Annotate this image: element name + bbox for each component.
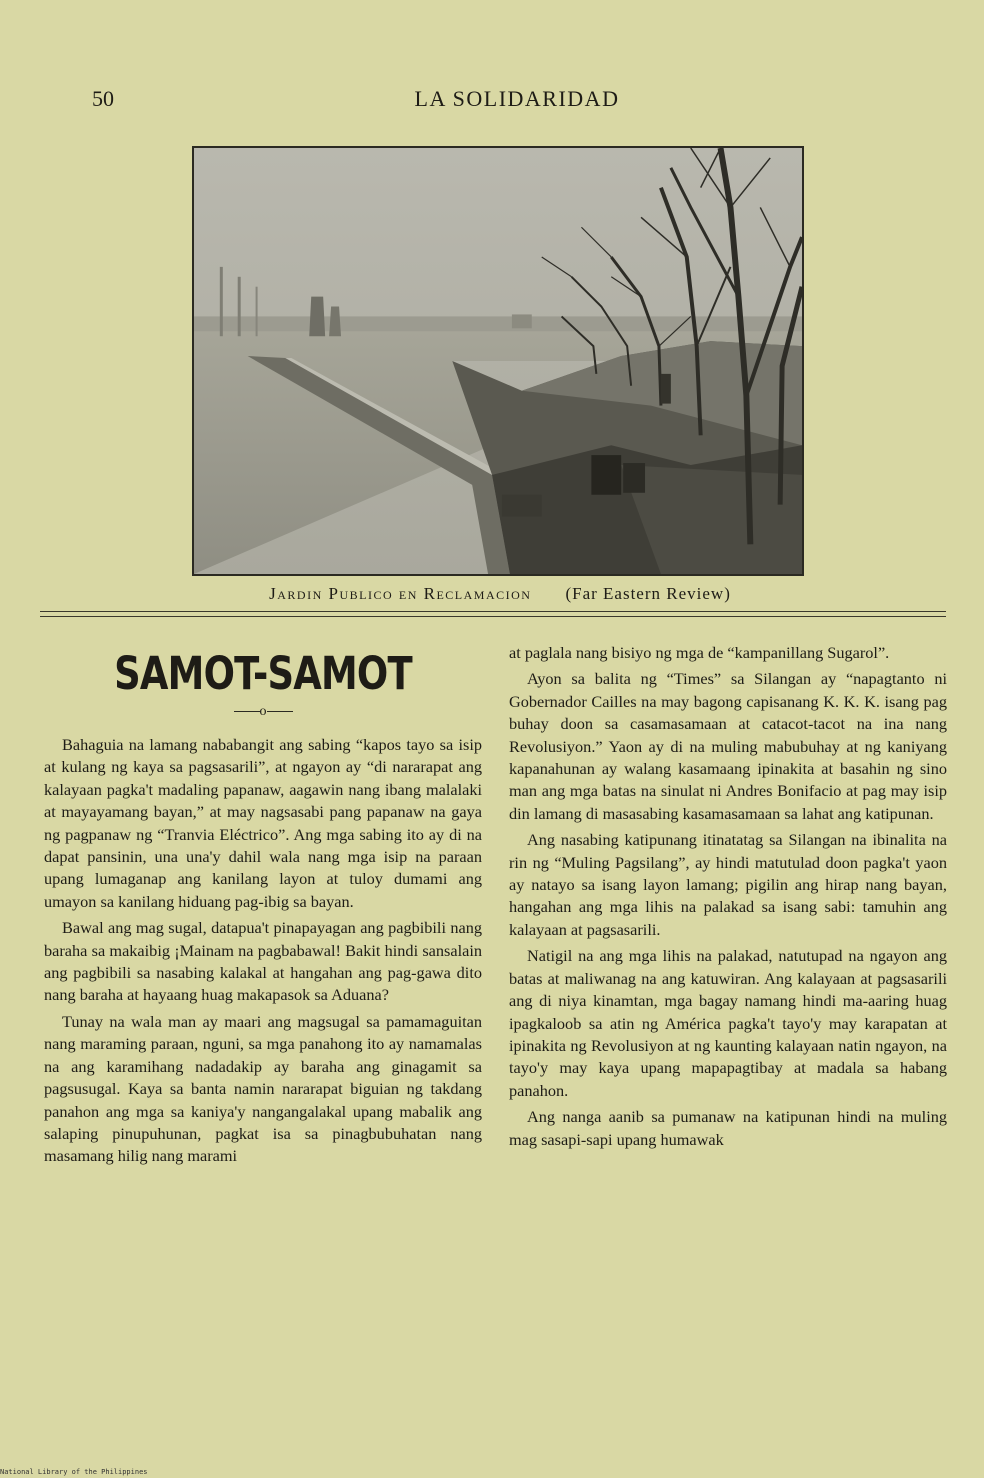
paragraph: Ang nasabing katipunang itinatatag sa Silangan na ibinalita na rin ng “Muling Pagsilang”, ay hindi matutulad doon pagka't yaon ay natayo sa isang layon lamang; pigilin ang hirap nang bayan, hangahan ang mga lihis na palakad sa isang sabi: tamuhin ang kalayaan at pagsasarili. bbox=[509, 830, 947, 939]
divider-rule-thin bbox=[40, 616, 946, 617]
title-ornament bbox=[44, 704, 482, 720]
ornament-circle: o bbox=[259, 704, 267, 719]
ornament-line-left bbox=[234, 711, 260, 712]
photo-illustration bbox=[194, 148, 802, 574]
left-column bbox=[44, 642, 482, 1168]
article-title: SAMOT-SAMOT bbox=[114, 647, 412, 700]
page-number: 50 bbox=[92, 86, 114, 111]
paragraph: at paglala nang bisiyo ng mga de “kampanillang Sugarol”. bbox=[509, 643, 890, 662]
paragraph: Tunay na wala man ay maari ang magsugal sa pamamaguitan nang maraming paraan, nguni, sa mga panahong ito ay namamalas na ang karamihang nadadakip ay baraha ang ginagamit sa pagsusugal. Kaya sa banta namin nararapat biguian ng takdang panahon ang mga sa kaniya'y nangangalakal upang mabalik ang salaping pinupuhunan, pagkat isa sa pinagbubuhatan nang masamang hilig nang marami bbox=[44, 1011, 482, 1166]
paragraph: Ang nanga aanib sa pumanaw na katipunan hindi na muling mag sasapi-sapi upang humawak bbox=[509, 1107, 947, 1149]
right-column bbox=[509, 642, 947, 1151]
ornament-line-right bbox=[267, 711, 293, 712]
library-footer: National Library of the Philippines bbox=[0, 1468, 148, 1476]
photo-caption bbox=[150, 584, 850, 604]
paragraph: Bawal ang mag sugal, datapua't pinapayagan ang pagbibili nang baraha sa makaibig ¡Mainam na pagbabawal! Bakit hindi sansalain ang pagbibili sa nasabing kalakal at hangahan ang pag-gawa dito nang baraha at hayaang huag makapasok sa Aduana? bbox=[44, 918, 482, 1005]
paragraph: Ayon sa balita ng “Times” sa Silangan ay “napagtanto ni Gobernador Cailles na may bagong capisanang K. K. K. isang pag buhay doon sa casamasamaan at catacot-tacot na ina nang Revolusiyon.” Yaon ay di na muling mabubuhay at ng kaniyang kapanahunan ay walang kasamaang ipinakita at basahin ng sino man ang mga batas na sinulat ni Andres Bonifacio at pag may isip din lamang di masasabing kasamasamaan sa lahat ang katipunan. bbox=[509, 669, 947, 823]
journal-title: LA SOLIDARIDAD bbox=[414, 86, 620, 111]
paragraph: Bahaguia na lamang nababangit ang sabing “kapos tayo sa isip at kulang ng kaya sa pagsasarili”, at ngayon ay “di nararapat ang kalayaan pagka't madaling papanaw, aagawin nang ibang malalaki at mayayamang bayan,” at may nagsasabi pang papanaw na gaya ng pagpanaw ng “Tranvia Eléctrico”. Ang mga sabing ito ay di na dapat pansinin, una una'y dahil wala nang mga isip na paraan upang lumaganap ang kanilang layon at tuloy dumami ang umayon sa kanilang hiduang pag-ibig sa bayan. bbox=[44, 735, 482, 911]
paragraph: Natigil na ang mga lihis na palakad, natutupad na ngayon ang batas at maliwanag na ang katuwiran. Ang kalayaan at pagsasarili ang di niya kinamtan, mga bagay namang hindi ma-aaring huag ipagkaloob sa atin ng América pagka't tayo'y may karapatan at ipinakita ng Revolusiyon at ng kaunting kalayaan natin ngayon, na tayo'y may kaya upang mapapagtibay at madala sa habang panahon. bbox=[509, 946, 947, 1100]
page-header bbox=[92, 86, 942, 112]
divider-rule bbox=[40, 611, 946, 612]
caption-source: (Far Eastern Review) bbox=[565, 584, 731, 603]
photograph-jardin-publico bbox=[192, 146, 804, 576]
caption-title: Jardin Publico en Reclamacion bbox=[269, 584, 532, 603]
